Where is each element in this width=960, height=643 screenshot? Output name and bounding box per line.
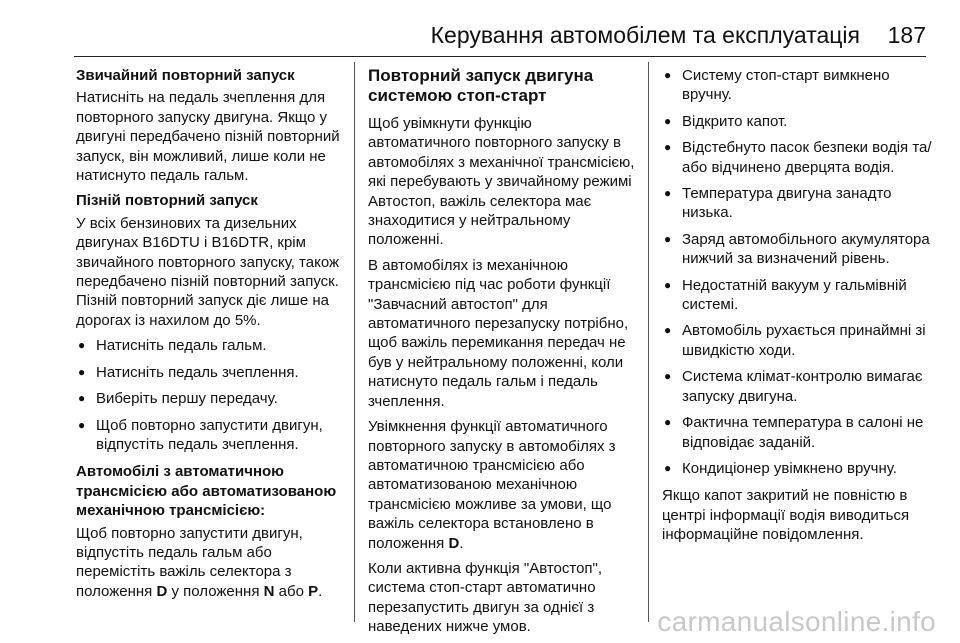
- gear-n: N: [263, 582, 275, 600]
- text-span: або: [274, 582, 309, 600]
- heading-stop-start-restart: Повторний запуск двигуна системою стоп-старт: [368, 66, 594, 105]
- late-restart-steps: [76, 336, 344, 454]
- column-right: [662, 62, 932, 551]
- text-span: .: [459, 534, 464, 552]
- list-item: ● Система клімат-контролю вимагає запуску двигуна.: [662, 367, 932, 406]
- column-divider-2: [648, 62, 649, 622]
- paragraph-automatic-d: [368, 417, 636, 553]
- watermark: carmanualsonline.info: [657, 606, 936, 637]
- text-span: Щоб повторно запустити двигун, відпустіть педаль гальм або перемістіть важіль селектора з положення: [76, 524, 303, 600]
- paragraph-hood-message: Якщо капот закритий не повністю в центрі інформації водія виводиться інформаційне повідомлення.: [662, 487, 910, 544]
- gear-p: P: [308, 582, 319, 600]
- page-number: 187: [887, 22, 926, 48]
- list-item: ● Температура двигуна занадто низька.: [662, 184, 932, 223]
- column-divider-1: [354, 62, 355, 622]
- gear-d: D: [448, 534, 460, 552]
- paragraph-manual-neutral: Щоб увімкнути функцію автоматичного повторного запуску в автомобілях з механічної трансмісією, які перебувають у звичайному режимі Автостоп, важіль селектора має знаходитися у нейтральному положенні.: [368, 115, 635, 249]
- list-item: ● Кондиціонер увімкнено вручну.: [662, 459, 932, 478]
- list-item: ● Автомобіль рухається принаймні зі швидкістю ходи.: [662, 321, 932, 360]
- heading-late-restart: Пізній повторний запуск: [76, 192, 258, 210]
- list-item: ● Виберіть першу передачу.: [76, 389, 344, 408]
- list-item: ● Недостатній вакуум у гальмівній системі.: [662, 276, 932, 315]
- text-span: Увімкнення функції автоматичного повторного запуску в автомобілях з автоматичною трансмісією або автоматизованою механічною трансмісією можливе за умови, що важіль селектора встановлено в положення: [368, 418, 616, 552]
- list-item: ● Щоб повторно запустити двигун, відпустіть педаль зчеплення.: [76, 416, 344, 455]
- column-middle: [368, 62, 636, 643]
- list-item: ● Відкрито капот.: [662, 112, 932, 131]
- list-item: ● Фактична температура в салоні не відповідає заданій.: [662, 413, 932, 452]
- page-header: [0, 0, 960, 58]
- list-item: ● Систему стоп-старт вимкнено вручну.: [662, 66, 932, 105]
- heading-automatic-transmission: Автомобілі з автоматичною трансмісією або автоматизованою механічною трансмісією:: [76, 463, 337, 520]
- list-item: ● Натисніть педаль зчеплення.: [76, 363, 344, 382]
- restart-conditions-list: [662, 66, 932, 478]
- paragraph-late-restart: У всіх бензинових та дизельних двигунах B16DTU і B16DTR, крім звичайного повторного запуску, також передбачено пізній повторний запуск. Пізній повторний запуск діє лише на дорогах із нахилом до 5%.: [76, 214, 340, 329]
- list-item: ● Відстебнуто пасок безпеки водія та/або відчинено дверцята водія.: [662, 138, 932, 177]
- page-title: Керування автомобілем та експлуатація: [430, 22, 860, 48]
- list-item: ● Натисніть педаль гальм.: [76, 336, 344, 355]
- list-item: ● Заряд автомобільного акумулятора нижчий за визначений рівень.: [662, 230, 932, 269]
- heading-normal-restart: Звичайний повторний запуск: [76, 67, 295, 84]
- text-span: у положення: [167, 582, 264, 600]
- column-left: [76, 62, 344, 607]
- paragraph-autostop-conditions: Коли активна функція "Автостоп", система стоп-старт автоматично перезапустить двигун за однієї з наведених нижче умов.: [368, 559, 603, 636]
- text-span: .: [318, 582, 323, 600]
- paragraph-normal-restart: Натисніть на педаль зчеплення для повторного запуску двигуна. Якщо у двигуні передбачено пізній повторний запуск, він можливий, лише коли не натиснуто педаль гальм.: [76, 89, 340, 185]
- paragraph-early-autostop: В автомобілях із механічною трансмісією під час роботи функції "Завчасний автостоп" для автоматичного перезапуску потрібно, щоб важіль перемикання передач не був у нейтральному положенні, коли натиснуто педаль гальм і педаль зчеплення.: [368, 256, 629, 410]
- gear-d: D: [156, 582, 168, 600]
- header-divider: [74, 56, 926, 57]
- paragraph-automatic-transmission: [76, 524, 344, 602]
